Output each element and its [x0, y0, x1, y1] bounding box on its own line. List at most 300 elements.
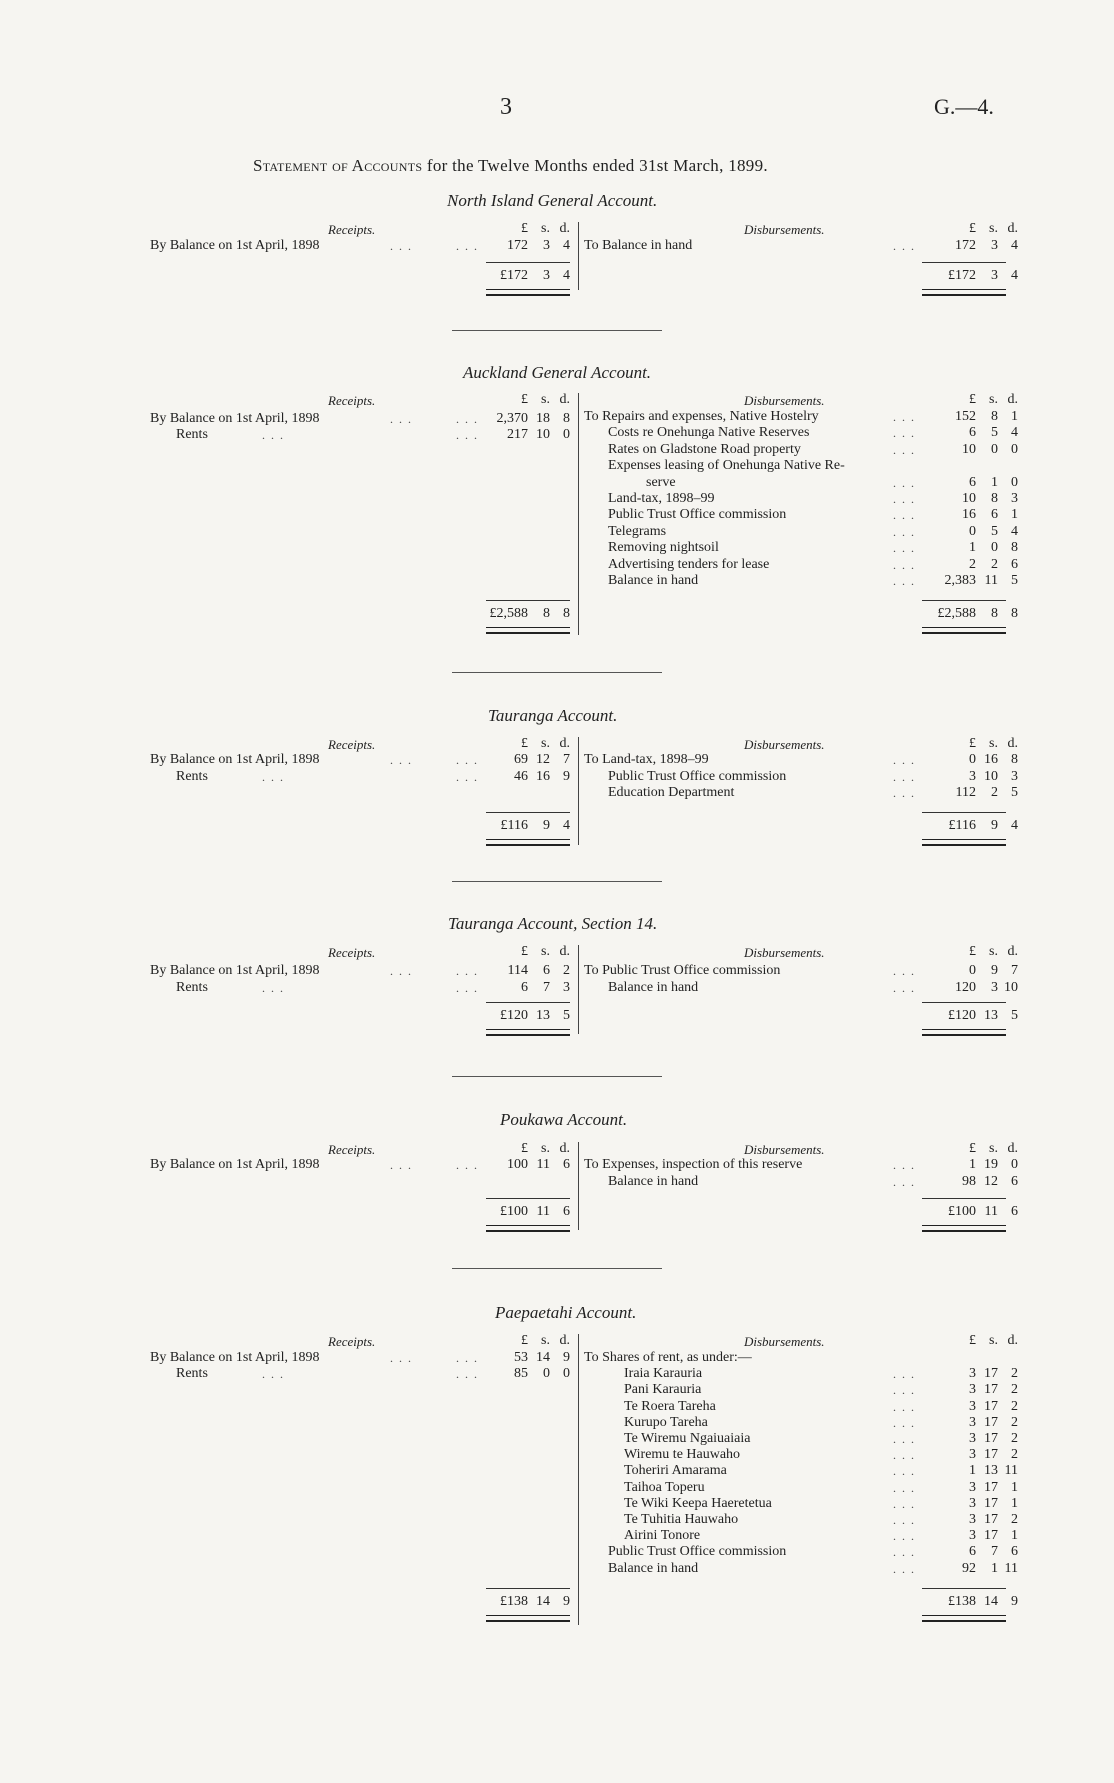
- disbursement-label: Land-tax, 1898–99: [608, 491, 715, 506]
- subtotal-rule: [486, 812, 570, 813]
- amount-shillings: 16: [984, 752, 998, 767]
- disbursement-amount: [932, 1528, 1018, 1544]
- disbursement-label: To Public Trust Office commission: [584, 963, 781, 978]
- disbursements-lsd-header: [932, 1333, 1018, 1349]
- double-rule: [922, 839, 1006, 846]
- leader-dots: ...: [893, 964, 920, 978]
- shilling-label: s.: [541, 1333, 550, 1348]
- amount-pence: 1: [1011, 507, 1018, 523]
- leader-dots: ...: [390, 964, 417, 978]
- double-rule: [922, 1225, 1006, 1232]
- receipt-label: Rents: [176, 1366, 208, 1382]
- pound-label: £: [969, 1333, 976, 1348]
- subtotal-rule: [922, 262, 1006, 263]
- double-rule: [486, 1029, 570, 1036]
- disbursement-label: Balance in hand: [608, 1560, 699, 1576]
- amount-shillings: 3: [543, 268, 550, 283]
- account-title: Tauranga Account, Section 14.: [448, 914, 658, 933]
- leader-dots: ...: [893, 1399, 920, 1414]
- shilling-label: s.: [989, 1333, 998, 1348]
- leader-dots: ...: [456, 753, 483, 767]
- disbursement-amount: [932, 442, 1018, 458]
- amount-pounds: £172: [948, 268, 976, 283]
- double-rule: [922, 1615, 1006, 1622]
- leader-dots: ...: [893, 1496, 920, 1511]
- amount-pence: 0: [563, 1366, 570, 1382]
- disbursement-amount: [932, 1415, 1018, 1431]
- leader-dots: ...: [390, 239, 417, 253]
- double-rule: [486, 1225, 570, 1232]
- disbursements-total: [932, 268, 1018, 284]
- disbursement-amount: [932, 557, 1018, 573]
- disbursement-amount: [932, 1512, 1018, 1528]
- subtotal-rule: [486, 1198, 570, 1199]
- disbursement-label: Advertising tenders for lease: [608, 556, 770, 572]
- amount-pence: 2: [1011, 1431, 1018, 1446]
- receipts-total: [484, 268, 570, 284]
- amount-shillings: 17: [984, 1512, 998, 1527]
- shilling-label: s.: [541, 221, 550, 236]
- amount-pounds: £116: [500, 818, 528, 833]
- amount-pence: 4: [1011, 238, 1018, 253]
- amount-pence: 9: [563, 1350, 570, 1365]
- shilling-label: s.: [989, 736, 998, 751]
- receipts-total: [484, 1008, 570, 1024]
- leader-dots: ...: [390, 1158, 417, 1172]
- shilling-label: s.: [989, 392, 998, 407]
- amount-shillings: 8: [991, 409, 998, 424]
- receipt-label: By Balance on 1st April, 1898: [150, 411, 320, 426]
- receipt-label: By Balance on 1st April, 1898: [150, 963, 320, 978]
- leader-dots: ...: [456, 412, 483, 426]
- amount-pounds: 3: [969, 768, 976, 784]
- disbursement-label: Education Department: [608, 785, 735, 800]
- amount-pounds: 3: [969, 1414, 976, 1430]
- leader-dots: ...: [893, 769, 920, 784]
- amount-pence: 7: [563, 752, 570, 767]
- leader-dots: ...: [893, 239, 920, 253]
- amount-shillings: 16: [536, 768, 550, 784]
- amount-pounds: 1: [969, 1463, 976, 1479]
- amount-shillings: 6: [991, 507, 998, 523]
- pound-label: £: [521, 736, 528, 751]
- pound-label: £: [969, 736, 976, 751]
- pound-label: £: [521, 1333, 528, 1348]
- amount-pence: 2: [1011, 1366, 1018, 1382]
- amount-pounds: 6: [969, 474, 976, 490]
- column-divider: [578, 1334, 579, 1625]
- receipts-heading: Receipts.: [328, 222, 376, 237]
- amount-shillings: 8: [991, 606, 998, 621]
- amount-shillings: 3: [991, 238, 998, 253]
- disbursement-amount: [932, 1431, 1018, 1447]
- disbursement-amount: [932, 425, 1018, 441]
- receipts-heading: Receipts.: [328, 393, 376, 408]
- amount-pounds: 217: [507, 427, 528, 443]
- receipt-label: By Balance on 1st April, 1898: [150, 752, 320, 767]
- double-rule: [922, 1029, 1006, 1036]
- amount-pence: 6: [1011, 1204, 1018, 1219]
- statement-title: [253, 156, 768, 176]
- subtotal-rule: [922, 600, 1006, 601]
- amount-shillings: 12: [536, 752, 550, 767]
- pound-label: £: [521, 1141, 528, 1156]
- disbursement-amount: [932, 980, 1018, 996]
- leader-dots: ...: [893, 1545, 920, 1560]
- disbursement-label: Costs re Onehunga Native Reserves: [608, 425, 810, 441]
- amount-pence: 8: [1011, 606, 1018, 621]
- amount-shillings: 13: [536, 1008, 550, 1023]
- amount-pence: 4: [563, 238, 570, 253]
- pound-label: £: [969, 392, 976, 407]
- amount-pounds: 3: [969, 1398, 976, 1414]
- double-rule: [922, 627, 1006, 634]
- leader-dots: ...: [893, 1175, 920, 1189]
- leader-dots: ...: [456, 1367, 483, 1382]
- leader-dots: ...: [893, 410, 920, 424]
- amount-pounds: 16: [962, 507, 976, 523]
- column-divider: [578, 222, 579, 290]
- leader-dots: ...: [456, 428, 483, 443]
- amount-pounds: 3: [969, 1447, 976, 1463]
- leader-dots: ...: [893, 1464, 920, 1479]
- amount-pence: 3: [563, 980, 570, 995]
- pence-label: d.: [1007, 944, 1018, 959]
- double-rule: [486, 1615, 570, 1622]
- amount-pounds: 92: [962, 1560, 976, 1576]
- account-title: Paepaetahi Account.: [495, 1303, 637, 1322]
- disbursements-heading: Disbursements.: [744, 945, 825, 960]
- disbursements-heading: Disbursements.: [744, 1334, 825, 1349]
- amount-pence: 6: [1011, 1544, 1018, 1560]
- amount-pence: 4: [1011, 818, 1018, 833]
- receipt-amount: [484, 769, 570, 785]
- amount-shillings: 5: [991, 523, 998, 539]
- disbursement-amount: [932, 752, 1018, 768]
- amount-pence: 8: [1011, 540, 1018, 556]
- amount-shillings: 14: [536, 1594, 550, 1609]
- disbursement-label: Airini Tonore: [624, 1528, 701, 1544]
- receipts-total: [484, 818, 570, 834]
- amount-shillings: 8: [543, 606, 550, 621]
- disbursements-total: [932, 606, 1018, 622]
- amount-shillings: 2: [991, 785, 998, 800]
- shilling-label: s.: [989, 221, 998, 236]
- leader-dots: ...: [893, 475, 920, 490]
- leader-dots: ...: [893, 1561, 920, 1576]
- receipts-heading: Receipts.: [328, 1334, 376, 1349]
- leader-dots: ...: [456, 981, 483, 995]
- amount-pence: 4: [563, 268, 570, 283]
- disbursement-amount: [932, 1447, 1018, 1463]
- amount-shillings: 8: [991, 491, 998, 506]
- double-rule: [922, 289, 1006, 296]
- amount-pence: 5: [1011, 785, 1018, 800]
- disbursements-lsd-header: [932, 736, 1018, 752]
- leader-dots: ...: [456, 769, 483, 784]
- amount-shillings: 11: [984, 573, 998, 588]
- pence-label: d.: [559, 392, 570, 407]
- account-title: North Island General Account.: [447, 191, 658, 210]
- leader-dots: ...: [893, 442, 920, 457]
- double-rule: [486, 839, 570, 846]
- amount-shillings: 0: [991, 441, 998, 457]
- amount-shillings: 1: [991, 474, 998, 490]
- pound-label: £: [969, 221, 976, 236]
- leader-dots: ...: [390, 412, 417, 426]
- disbursement-label: Kurupo Tareha: [624, 1414, 708, 1430]
- pound-label: £: [521, 392, 528, 407]
- account-title: Poukawa Account.: [500, 1110, 628, 1129]
- amount-pounds: 85: [514, 1366, 528, 1382]
- amount-pence: 9: [1011, 1594, 1018, 1609]
- subtotal-rule: [486, 1588, 570, 1589]
- amount-pounds: 53: [514, 1350, 528, 1365]
- amount-shillings: 11: [536, 1204, 550, 1219]
- disbursement-label: Wiremu te Hauwaho: [624, 1447, 741, 1463]
- disbursement-amount: [932, 1399, 1018, 1415]
- receipts-total: [484, 606, 570, 622]
- amount-pounds: £116: [948, 818, 976, 833]
- amount-pounds: 6: [969, 1544, 976, 1560]
- disbursement-amount: [932, 1382, 1018, 1398]
- disbursement-label: Balance in hand: [608, 573, 699, 588]
- amount-shillings: 14: [984, 1594, 998, 1609]
- leader-dots: ...: [893, 981, 920, 995]
- leader-dots: ...: [262, 1367, 289, 1382]
- subtotal-rule: [922, 1588, 1006, 1589]
- disbursement-label: Te Roera Tareha: [624, 1398, 716, 1414]
- amount-pounds: 0: [969, 752, 976, 767]
- amount-shillings: 13: [984, 1008, 998, 1023]
- double-rule: [486, 627, 570, 634]
- section-separator: [452, 1076, 662, 1077]
- amount-pounds: £120: [948, 1008, 976, 1023]
- subtotal-rule: [486, 1002, 570, 1003]
- receipt-label: Rents: [176, 768, 208, 784]
- receipts-heading: Receipts.: [328, 737, 376, 752]
- amount-shillings: 11: [984, 1204, 998, 1219]
- double-rule: [486, 289, 570, 296]
- leader-dots: ...: [390, 1351, 417, 1365]
- amount-pence: 6: [563, 1157, 570, 1172]
- amount-pounds: 69: [514, 752, 528, 767]
- amount-shillings: 17: [984, 1447, 998, 1463]
- amount-pounds: 100: [507, 1157, 528, 1172]
- amount-shillings: 9: [543, 818, 550, 833]
- amount-pence: 1: [1011, 1495, 1018, 1511]
- amount-shillings: 17: [984, 1431, 998, 1446]
- amount-pounds: 114: [507, 963, 528, 978]
- amount-pence: 4: [1011, 425, 1018, 441]
- amount-pounds: 172: [955, 238, 976, 253]
- amount-shillings: 6: [543, 963, 550, 978]
- amount-pounds: £138: [500, 1594, 528, 1609]
- amount-pounds: 46: [514, 768, 528, 784]
- amount-pounds: 3: [969, 1528, 976, 1544]
- amount-pounds: 10: [962, 441, 976, 457]
- amount-pence: 9: [563, 768, 570, 784]
- pence-label: d.: [1007, 1141, 1018, 1156]
- amount-pence: 0: [1011, 474, 1018, 490]
- amount-pounds: 3: [969, 1495, 976, 1511]
- disbursements-total: [932, 818, 1018, 834]
- amount-pence: 6: [1011, 556, 1018, 572]
- amount-pounds: 3: [969, 1431, 976, 1446]
- column-divider: [578, 393, 579, 635]
- disbursement-amount: [932, 573, 1018, 589]
- leader-dots: ...: [456, 1351, 483, 1365]
- pence-label: d.: [1007, 1333, 1018, 1348]
- receipts-lsd-header: [484, 392, 570, 408]
- disbursements-heading: Disbursements.: [744, 1142, 825, 1157]
- disbursement-label: Te Wiremu Ngaiuaiaia: [624, 1431, 751, 1446]
- receipts-lsd-header: [484, 944, 570, 960]
- amount-pounds: 120: [955, 980, 976, 995]
- amount-pounds: £2,588: [489, 606, 528, 621]
- disbursements-total: [932, 1594, 1018, 1610]
- receipt-label: Rents: [176, 980, 208, 995]
- receipt-label: By Balance on 1st April, 1898: [150, 1350, 320, 1365]
- shilling-label: s.: [541, 1141, 550, 1156]
- amount-shillings: 3: [991, 268, 998, 283]
- disbursement-amount: [932, 785, 1018, 801]
- amount-pounds: 3: [969, 1366, 976, 1382]
- amount-pence: 2: [1011, 1447, 1018, 1463]
- amount-shillings: 3: [991, 980, 998, 995]
- amount-pounds: 10: [962, 491, 976, 506]
- amount-pence: 2: [1011, 1512, 1018, 1527]
- disbursement-amount: [932, 1174, 1018, 1190]
- receipt-amount: [484, 238, 570, 254]
- amount-pounds: 0: [969, 523, 976, 539]
- amount-pence: 11: [1004, 1463, 1018, 1479]
- amount-pence: 8: [1011, 752, 1018, 767]
- section-separator: [452, 1268, 662, 1269]
- amount-pounds: £120: [500, 1008, 528, 1023]
- receipts-lsd-header: [484, 1333, 570, 1349]
- leader-dots: ...: [893, 1158, 920, 1172]
- pence-label: d.: [559, 221, 570, 236]
- disbursement-label: Public Trust Office commission: [608, 768, 787, 784]
- leader-dots: ...: [262, 981, 289, 995]
- amount-shillings: 5: [991, 425, 998, 441]
- disbursement-amount: [932, 475, 1018, 491]
- disbursement-amount: [932, 1544, 1018, 1560]
- receipts-heading: Receipts.: [328, 945, 376, 960]
- amount-pounds: 3: [969, 1382, 976, 1398]
- disbursements-lsd-header: [932, 1141, 1018, 1157]
- receipts-lsd-header: [484, 1141, 570, 1157]
- leader-dots: ...: [893, 426, 920, 441]
- leader-dots: ...: [893, 1480, 920, 1495]
- amount-pence: 8: [563, 411, 570, 426]
- column-divider: [578, 1142, 579, 1230]
- disbursement-amount: [932, 963, 1018, 979]
- amount-pence: 1: [1011, 409, 1018, 424]
- amount-shillings: 17: [984, 1414, 998, 1430]
- subtotal-rule: [922, 1198, 1006, 1199]
- disbursement-label: Toheriri Amarama: [624, 1463, 727, 1479]
- disbursement-label: Balance in hand: [608, 980, 699, 995]
- amount-shillings: 17: [984, 1479, 998, 1495]
- amount-pence: 4: [563, 818, 570, 833]
- disbursement-amount: [932, 769, 1018, 785]
- amount-shillings: 12: [984, 1174, 998, 1189]
- amount-pounds: 0: [969, 963, 976, 978]
- disbursement-label: Te Tuhitia Hauwaho: [624, 1512, 739, 1527]
- amount-pence: 0: [1011, 1157, 1018, 1172]
- amount-pounds: 2,370: [496, 411, 528, 426]
- receipt-amount: [484, 963, 570, 979]
- leader-dots: ...: [893, 1367, 920, 1382]
- amount-pence: 2: [1011, 1382, 1018, 1398]
- amount-pence: 0: [1011, 441, 1018, 457]
- receipts-lsd-header: [484, 221, 570, 237]
- amount-pence: 4: [1011, 523, 1018, 539]
- amount-pounds: 3: [969, 1512, 976, 1527]
- receipt-amount: [484, 1350, 570, 1366]
- amount-pence: 0: [563, 427, 570, 443]
- disbursement-amount: [932, 1366, 1018, 1382]
- amount-pounds: £2,588: [937, 606, 976, 621]
- amount-pence: 4: [1011, 268, 1018, 283]
- receipt-label: By Balance on 1st April, 1898: [150, 1157, 320, 1172]
- amount-pence: 3: [1011, 768, 1018, 784]
- report-code: G.—4.: [934, 94, 994, 119]
- amount-pounds: 6: [969, 425, 976, 441]
- amount-shillings: 10: [984, 768, 998, 784]
- amount-pounds: 112: [955, 785, 976, 800]
- disbursement-label: Public Trust Office commission: [608, 507, 787, 523]
- disbursements-lsd-header: [932, 944, 1018, 960]
- leader-dots: ...: [893, 508, 920, 523]
- amount-pounds: 1: [969, 540, 976, 556]
- amount-pence: 6: [1011, 1174, 1018, 1189]
- disbursements-total: [932, 1204, 1018, 1220]
- disbursement-amount: [932, 1463, 1018, 1479]
- disbursement-label: Telegrams: [608, 523, 667, 539]
- amount-pence: 1: [1011, 1479, 1018, 1495]
- leader-dots: ...: [390, 753, 417, 767]
- disbursement-amount: [932, 238, 1018, 254]
- amount-pence: 10: [1004, 980, 1018, 995]
- page-number: 3: [500, 94, 512, 120]
- amount-pence: 2: [1011, 1414, 1018, 1430]
- disbursement-label: Expenses leasing of Onehunga Native Re-: [608, 458, 845, 474]
- section-separator: [452, 672, 662, 673]
- leader-dots: ...: [893, 1432, 920, 1446]
- leader-dots: ...: [893, 1448, 920, 1463]
- pence-label: d.: [1007, 736, 1018, 751]
- amount-shillings: 13: [984, 1463, 998, 1479]
- receipt-amount: [484, 1366, 570, 1382]
- leader-dots: ...: [893, 492, 920, 506]
- shilling-label: s.: [541, 392, 550, 407]
- leader-dots: ...: [893, 574, 920, 588]
- disbursement-label: To Repairs and expenses, Native Hostelry: [584, 409, 819, 424]
- disbursements-heading: Disbursements.: [744, 737, 825, 752]
- pound-label: £: [521, 221, 528, 236]
- subtotal-rule: [486, 600, 570, 601]
- section-separator: [452, 881, 662, 882]
- leader-dots: ...: [262, 428, 289, 443]
- amount-pounds: 172: [507, 238, 528, 253]
- receipts-lsd-header: [484, 736, 570, 752]
- amount-pounds: £138: [948, 1594, 976, 1609]
- amount-pence: 9: [563, 1594, 570, 1609]
- disbursement-label: To Land-tax, 1898–99: [584, 752, 709, 767]
